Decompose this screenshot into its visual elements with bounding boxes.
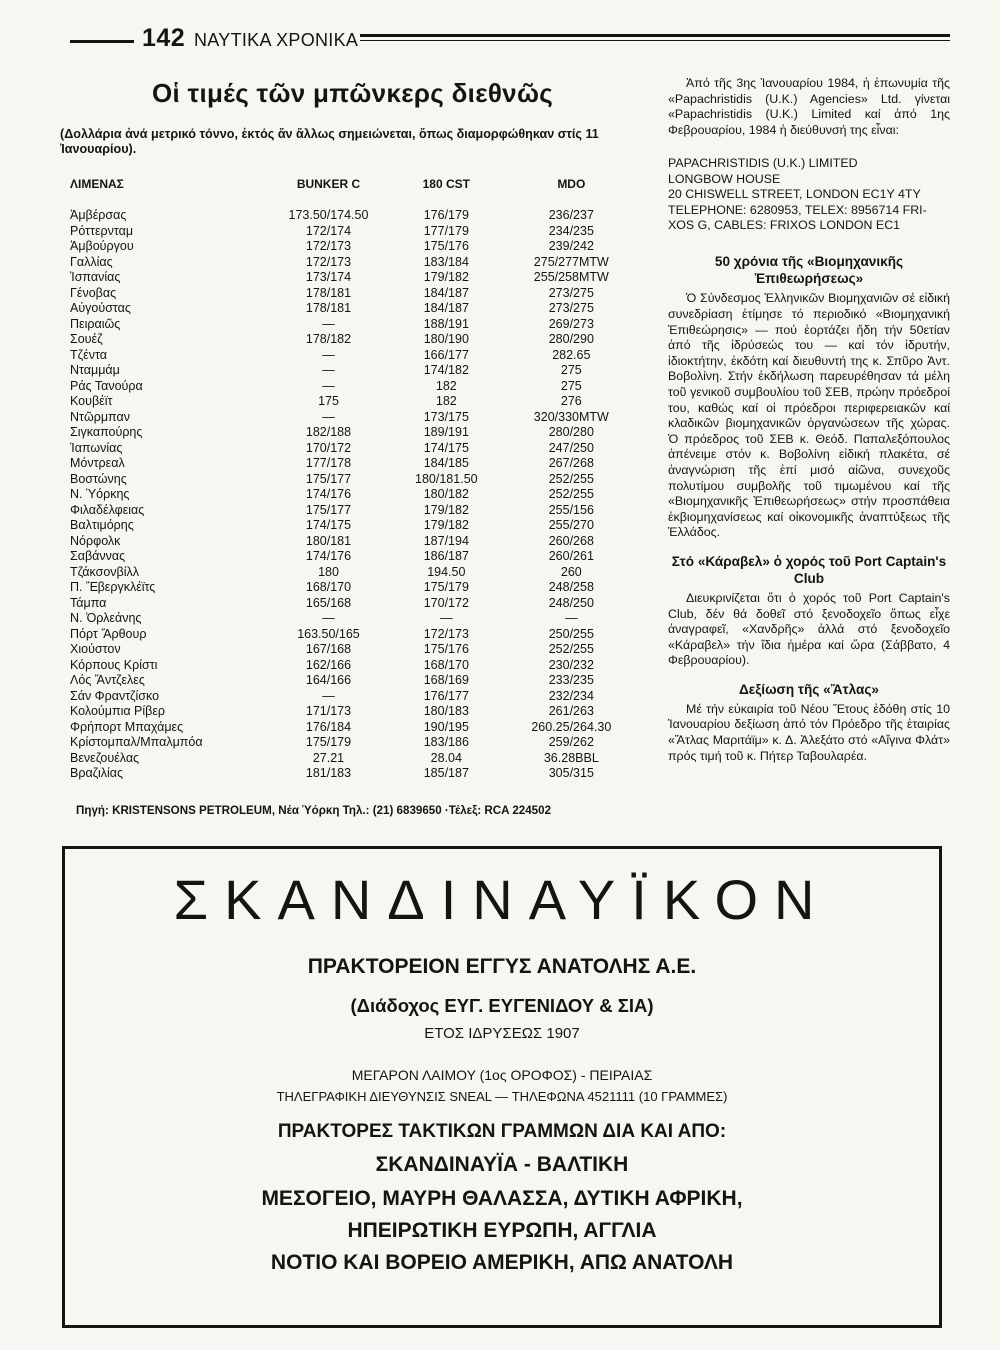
port-name-cell: Κουβέϊτ (70, 394, 113, 408)
cst-180-cell: 28.04 (430, 750, 462, 765)
port-name-cell: Ν. Ὑόρκης (70, 487, 130, 501)
cst-180-cell: 180/190 (423, 332, 469, 346)
cst-180-cell: — (440, 611, 453, 625)
table-row (60, 673, 640, 689)
cst-180-cell: 179/182 (423, 518, 469, 532)
table-header-row (60, 177, 640, 208)
bunker-c-cell: 164/166 (305, 673, 352, 687)
bunker-c-cell: 173/174 (305, 270, 352, 284)
cst-180-cell: 185/187 (423, 766, 469, 780)
mdo-cell: 248/250 (548, 595, 594, 610)
port-name-cell: Φρήπορτ Μπαχάμες (70, 719, 184, 734)
table-row (60, 286, 640, 302)
page-number: 142 (142, 24, 186, 52)
port-name-cell: Ἀμβούργου (70, 239, 134, 253)
port-name-cell: Βοστώνης (70, 471, 127, 486)
mdo-cell: 255/258MTW (533, 270, 609, 284)
port-name-cell: Ν. Ὀρλεάνης (70, 611, 142, 625)
story-body-industrial-review: Ὁ Σύνδεσμος Ἑλληνικῶν Βιομηχανιῶν σέ εἰδική συνεδρίαση ἐτίμησε τό περιοδικό «Βιομηχανική Ἐπιθεώρησις» — πού ἑορτάζει ἤδη τήν 50ετίαν ἀπό τῆς ἱδρύσεώς του — καί τόν ἱδρυτήν, ἰδιοκτήτην, ἐκδότη καί διευθυντή της κ. Σπῦρο Ἀντ. Βοβολίνη. Στήν ἐκδήλωση παρευρέθησαν τά μέλη τοῦ γενικοῦ συμβουλίου τοῦ ΣΕΒ, πρώην πρόεδροί του, καθώς καί οἱ πρόεδροι περιφερειακῶν καί κλαδικῶν βιομηχανικῶν ὀργανώσεων τῆς χώρας. Ὁ πρόεδρος τοῦ ΣΕΒ κ. Θεόδ. Παπαλεξόπουλος ἀπένειμε στόν κ. Βοβολίνη εἰδική πλακέτα, σέ ἀναγνώριση τῆς ἐπί μισό αἰῶνα, συνεχοῦς πολυτίμου συμβολῆς τοῦ τιμωμένου καί τῆς «Βιομηχανικῆς Ἐπιθεωρήσεως» στήν προσπάθεια ἐκβιομηχανίσεως καί οἰκονομικῆς ἀναπτύξεως τῆς Ἑλλάδος. (668, 291, 950, 540)
bunker-c-cell: 180/181 (305, 533, 352, 548)
papachristidis-address (668, 156, 950, 233)
port-name-cell: Βενεζουέλας (70, 750, 140, 765)
mdo-cell: 247/250 (548, 440, 594, 455)
table-row (60, 689, 640, 705)
mdo-cell: 267/268 (548, 456, 594, 470)
table-row (60, 301, 640, 317)
mdo-cell: 234/235 (548, 223, 594, 238)
bunker-c-cell: 174/175 (305, 518, 352, 532)
ad-successor-line: (Διάδοχος ΕΥΓ. ΕΥΓΕΝΙΔΟΥ & ΣΙΑ) (350, 995, 654, 1016)
bunker-c-cell: 174/176 (305, 487, 352, 501)
bunker-c-cell: 180 (318, 564, 339, 579)
cst-180-cell: 175/176 (423, 642, 469, 656)
papachristidis-notice: Ἀπό τῆς 3ης Ἰανουαρίου 1984, ἡ ἐπωνυμία τῆς «Papachristidis (U.K.) Agencies» Ltd. γίνεται «Papachristidis (U.K.) Limited καί ἀπό 1ης Φεβρουαρίου, 1984 ἡ διεύθυνσή της εἶναι: (668, 76, 950, 137)
cst-180-cell: 189/191 (423, 425, 469, 439)
bunker-c-cell: 175/177 (305, 471, 352, 486)
cst-180-cell: 176/177 (423, 688, 469, 703)
table-row (60, 766, 640, 782)
mdo-cell: 250/255 (548, 626, 594, 641)
port-name-cell: Κολούμπια Ρίβερ (70, 704, 166, 718)
port-name-cell: Λός Ἄντζελες (70, 673, 145, 687)
bunker-c-cell: 171/173 (305, 704, 352, 718)
mdo-cell: 320/330MTW (533, 409, 609, 424)
table-row (60, 317, 640, 333)
port-name-cell: Αὐγούστας (70, 301, 131, 315)
story-heading-atlas-reception: Δεξίωση τῆς «Ἄτλας» (739, 681, 879, 697)
table-body (60, 208, 640, 782)
story-body-atlas-reception: Μέ τήν εὐκαιρία τοῦ Νέου Ἔτους ἐδόθη στίς 10 Ἰανουαρίου δεξίωση ἀπό τόν Πρόεδρο τῆς ἑταιρίας «Ἄτλας Μαριτάϊμ» κ. Δ. Ἀλεξάτο στό «Αἴγινα Φλάτ» πρός τιμή τοῦ κ. Πήτερ Ταβουλαρέα. (668, 701, 950, 763)
cst-180-cell: 166/177 (423, 347, 469, 362)
table-row (60, 658, 640, 674)
mdo-cell: 255/270 (548, 518, 594, 532)
ad-brand-name: ΣΚΑΝΔΙΝΑΥΪΚΟΝ (173, 868, 831, 931)
mdo-cell: 259/262 (548, 735, 594, 749)
table-row (60, 379, 640, 395)
bunker-c-cell: 163.50/165 (297, 626, 360, 641)
table-row (60, 596, 640, 612)
cst-180-cell: 182 (435, 378, 457, 393)
bunker-c-cell: 178/181 (305, 285, 352, 300)
column-header-bunker-c: BUNKER C (296, 177, 361, 191)
mdo-cell: 232/234 (548, 688, 594, 703)
table-row (60, 580, 640, 596)
masthead-rule-right-thin (360, 40, 950, 41)
ad-founded-line: ΕΤΟΣ ΙΔΡΥΣΕΩΣ 1907 (424, 1025, 580, 1042)
mdo-cell: 261/263 (548, 704, 594, 718)
ad-services-heading: ΠΡΑΚΤΟΡΕΣ ΤΑΚΤΙΚΩΝ ΓΡΑΜΜΩΝ ΔΙΑ ΚΑΙ ΑΠΟ: (277, 1121, 727, 1142)
mdo-cell: 273/275 (548, 301, 594, 315)
bunker-c-cell: 170/172 (305, 440, 352, 455)
bunker-c-cell: 172/174 (305, 223, 352, 238)
bunker-c-cell: — (322, 378, 335, 393)
story-heading-industrial-review: 50 χρόνια τῆς «Βιομηχανικῆς Ἐπιθεωρήσεως» (714, 254, 904, 287)
table-row (60, 270, 640, 286)
address-line: PAPACHRISTIDIS (U.K.) LIMITED (668, 156, 858, 171)
port-name-cell: Σιγκαπούρης (70, 425, 143, 439)
table-row (60, 472, 640, 488)
bunker-c-cell: 165/168 (305, 595, 352, 610)
bunker-c-cell: 175/177 (305, 502, 352, 517)
cst-180-cell: 179/182 (423, 270, 469, 284)
ad-contact-line: ΤΗΛΕΓΡΑΦΙΚΗ ΔΙΕΥΘΥΝΣΙΣ SNEAL — ΤΗΛΕΦΩΝΑ 4521111 (10 ΓΡΑΜΜΕΣ) (276, 1089, 728, 1104)
bunker-prices-table (60, 177, 640, 782)
cst-180-cell: 190/195 (423, 719, 469, 734)
bunker-c-cell: 168/170 (305, 580, 352, 594)
cst-180-cell: 170/172 (423, 595, 469, 610)
story-body-port-captains-club: Διευκρινίζεται ὅτι ὁ χορός τοῦ Port Captain's Club, δέν θά δοθεῖ στό ξενοδοχεῖο ὅπως εἶχε ἀναγραφεῖ, «Χανδρῆς» ἀλλά στό ξενοδοχεῖο «Κάραβελ» τήν ἴδια ἡμέρα καί ὥρα (Σάββατο, 4 Φεβρουαρίου). (668, 590, 950, 668)
right-column (668, 76, 950, 764)
table-row (60, 627, 640, 643)
port-name-cell: Σουέζ (70, 332, 103, 346)
cst-180-cell: 177/179 (423, 223, 469, 238)
cst-180-cell: 187/194 (423, 533, 469, 548)
port-name-cell: Φιλαδέλφειας (70, 502, 145, 517)
cst-180-cell: 183/184 (423, 254, 469, 269)
table-row (60, 425, 640, 441)
mdo-cell: 236/237 (548, 208, 594, 222)
cst-180-cell: 173/175 (423, 409, 469, 424)
scandinavian-agency-advertisement (62, 846, 942, 1328)
ad-address-line: ΜΕΓΑΡΟΝ ΛΑΙΜΟΥ (1ος ΟΡΟΦΟΣ) - ΠΕΙΡΑΙΑΣ (351, 1067, 653, 1083)
bunker-c-cell: 173.50/174.50 (288, 208, 369, 222)
masthead-rule-left (70, 40, 134, 43)
article-title: Οἱ τιμές τῶν μπῶνκερς διεθνῶς (151, 78, 554, 108)
bunker-c-cell: 176/184 (305, 719, 352, 734)
mdo-cell: 260/261 (548, 549, 594, 563)
mdo-cell: 275/277MTW (533, 254, 609, 269)
mdo-cell: — (565, 611, 578, 625)
mdo-cell: 233/235 (548, 673, 594, 687)
table-row (60, 549, 640, 565)
cst-180-cell: 175/179 (423, 580, 469, 594)
ad-region-line: ΣΚΑΝΔΙΝΑΥΪΑ - ΒΑΛΤΙΚΗ (375, 1153, 629, 1176)
address-line: TELEPHONE: 6280953, TELEX: 8956714 FRI- (668, 202, 927, 217)
cst-180-cell: 180/183 (423, 704, 469, 718)
cst-180-cell: 174/175 (423, 440, 469, 455)
bunker-c-cell: 174/176 (305, 549, 352, 563)
bunker-c-cell: — (322, 316, 335, 331)
table-row (60, 332, 640, 348)
table-row (60, 735, 640, 751)
bunker-c-cell: 162/166 (305, 657, 352, 672)
cst-180-cell: 168/169 (423, 673, 469, 687)
cst-180-cell: 174/182 (423, 363, 469, 377)
table-row (60, 720, 640, 736)
port-name-cell: Νταμμάμ (70, 363, 120, 377)
mdo-cell: 273/275 (548, 285, 594, 300)
table-row (60, 224, 640, 240)
bunker-c-cell: — (322, 611, 335, 625)
mdo-cell: 282.65 (552, 347, 591, 362)
cst-180-cell: 168/170 (423, 657, 469, 672)
table-row (60, 503, 640, 519)
bunker-c-cell: — (322, 347, 335, 362)
mdo-cell: 230/232 (548, 657, 594, 672)
masthead (70, 24, 950, 58)
ad-region-line: ΝΟΤΙΟ ΚΑΙ ΒΟΡΕΙΟ ΑΜΕΡΙΚΗ, ΑΠΩ ΑΝΑΤΟΛΗ (270, 1251, 734, 1274)
ad-region-line: ΗΠΕΙΡΩΤΙΚΗ ΕΥΡΩΠΗ, ΑΓΓΛΙΑ (347, 1219, 657, 1242)
port-name-cell: Βαλτιμόρης (70, 518, 134, 532)
cst-180-cell: 184/185 (423, 456, 469, 470)
bunker-c-cell: 181/183 (305, 766, 352, 780)
port-name-cell: Τζέντα (70, 347, 107, 362)
bunker-c-cell: 172/173 (305, 254, 352, 269)
port-name-cell: Τζάκσονβίλλ (70, 564, 140, 579)
port-name-cell: Ρόττερνταμ (70, 223, 134, 238)
mdo-cell: 269/273 (548, 316, 594, 331)
bunker-c-cell: 178/181 (305, 301, 352, 315)
mdo-cell: 275 (560, 363, 582, 377)
table-row (60, 208, 640, 224)
port-name-cell: Σάν Φραντζίσκο (70, 688, 160, 703)
table-row (60, 704, 640, 720)
mdo-cell: 260.25/264.30 (531, 719, 612, 734)
column-header-port: ΛΙΜΕΝΑΣ (70, 177, 124, 191)
mdo-cell: 260/268 (548, 533, 594, 548)
story-heading-port-captains-club: Στό «Κάραβελ» ὁ χορός τοῦ Port Captain's Club (671, 553, 947, 586)
port-name-cell: Τάμπα (70, 595, 107, 610)
cst-180-cell: 186/187 (423, 549, 469, 563)
mdo-cell: 252/255 (548, 487, 594, 501)
ad-company-name: ΠΡΑΚΤΟΡΕΙΟΝ ΕΓΓΥΣ ΑΝΑΤΟΛΗΣ Α.Ε. (307, 955, 697, 978)
source-line: Πηγή: KRISTENSONS PETROLEUM, Νέα Ὑόρκη Τηλ.: (21) 6839650 ·Τέλεξ: RCA 224502 (76, 804, 552, 817)
cst-180-cell: 172/173 (423, 626, 469, 641)
column-header-mdo: MDO (557, 177, 586, 191)
table-row (60, 534, 640, 550)
port-name-cell: Π. Ἔβεργκλέϊτς (70, 580, 156, 594)
bunker-c-cell: 172/173 (305, 239, 352, 253)
cst-180-cell: 180/181.50 (415, 471, 478, 486)
mdo-cell: 305/315 (548, 766, 594, 780)
article-subtitle: (Δολλάρια ἀνά μετρικό τόννο, ἐκτός ἄν ἄλλως σημειώνεται, ὅπως διαμορφώθηκαν στίς 11 Ἰανουαρίου). (60, 127, 599, 156)
bunker-c-cell: 167/168 (305, 642, 352, 656)
table-row (60, 456, 640, 472)
port-name-cell: Βραζιλίας (70, 766, 124, 780)
bunker-c-cell: — (322, 363, 335, 377)
cst-180-cell: 183/186 (423, 735, 469, 749)
table-row (60, 642, 640, 658)
port-name-cell: Σαβάννας (70, 549, 126, 563)
mdo-cell: 276 (560, 394, 582, 408)
table-row (60, 348, 640, 364)
table-row (60, 518, 640, 534)
port-name-cell: Πόρτ Ἄρθουρ (70, 626, 147, 641)
port-name-cell: Γένοβας (70, 285, 117, 300)
mdo-cell: 248/258 (548, 580, 594, 594)
port-name-cell: Νόρφολκ (70, 533, 121, 548)
table-row (60, 751, 640, 767)
cst-180-cell: 180/182 (423, 487, 469, 501)
bunker-c-cell: 182/188 (305, 425, 352, 439)
table-row (60, 410, 640, 426)
cst-180-cell: 184/187 (423, 285, 469, 300)
port-name-cell: Πειραιῶς (70, 316, 121, 331)
mdo-cell: 255/156 (548, 502, 594, 517)
cst-180-cell: 182 (435, 394, 457, 408)
bunker-prices-article (60, 72, 645, 782)
mdo-cell: 280/280 (548, 425, 594, 439)
bunker-c-cell: — (322, 688, 335, 703)
table-row (60, 363, 640, 379)
mdo-cell: 252/255 (548, 642, 594, 656)
table-row (60, 441, 640, 457)
mdo-cell: 252/255 (548, 471, 594, 486)
port-name-cell: Ἀμβέρσας (70, 208, 127, 222)
bunker-c-cell: 175 (318, 394, 339, 408)
table-row (60, 565, 640, 581)
port-name-cell: Ἰαπωνίας (70, 440, 123, 455)
port-name-cell: Ράς Τανούρα (70, 378, 143, 393)
table-row (60, 611, 640, 627)
bunker-c-cell: — (322, 409, 335, 424)
magazine-title: ΝΑΥΤΙΚΑ ΧΡΟΝΙΚΑ (194, 30, 359, 50)
cst-180-cell: 194.50 (427, 564, 466, 579)
mdo-cell: 280/290 (548, 332, 594, 346)
ad-region-line: ΜΕΣΟΓΕΙΟ, ΜΑΥΡΗ ΘΑΛΑΣΣΑ, ΔΥΤΙΚΗ ΑΦΡΙΚΗ, (261, 1187, 743, 1210)
address-line: LONGBOW HOUSE (668, 171, 781, 186)
cst-180-cell: 179/182 (423, 502, 469, 517)
port-name-cell: Ντῶρμπαν (70, 409, 130, 424)
cst-180-cell: 175/176 (423, 239, 469, 253)
bunker-c-cell: 178/182 (305, 332, 352, 346)
table-row (60, 487, 640, 503)
cst-180-cell: 176/179 (423, 208, 469, 222)
address-line: XOS G, CABLES: FRIXOS LONDON EC1 (668, 218, 901, 232)
masthead-rule-right (360, 34, 950, 37)
port-name-cell: Γαλλίας (70, 254, 113, 269)
bunker-c-cell: 177/178 (305, 456, 352, 470)
mdo-cell: 239/242 (548, 239, 594, 253)
table-row (60, 239, 640, 255)
bunker-c-cell: 175/179 (305, 735, 352, 749)
column-header-180-cst: 180 CST (422, 177, 470, 191)
mdo-cell: 36.28BBL (543, 750, 599, 765)
port-name-cell: Ἰσπανίας (70, 270, 121, 284)
mdo-cell: 275 (560, 378, 582, 393)
mdo-cell: 260 (560, 564, 582, 579)
port-name-cell: Χιούστον (70, 642, 121, 656)
cst-180-cell: 184/187 (423, 301, 469, 315)
port-name-cell: Μόντρεαλ (70, 456, 125, 470)
port-name-cell: Κόρπους Κρίστι (70, 657, 158, 672)
table-row (60, 255, 640, 271)
bunker-c-cell: 27.21 (312, 750, 345, 765)
address-line: 20 CHISWELL STREET, LONDON EC1Y 4TY (668, 187, 921, 202)
port-name-cell: Κρίστομπαλ/Μπαλμπόα (70, 735, 203, 749)
cst-180-cell: 188/191 (423, 316, 469, 331)
table-row (60, 394, 640, 410)
